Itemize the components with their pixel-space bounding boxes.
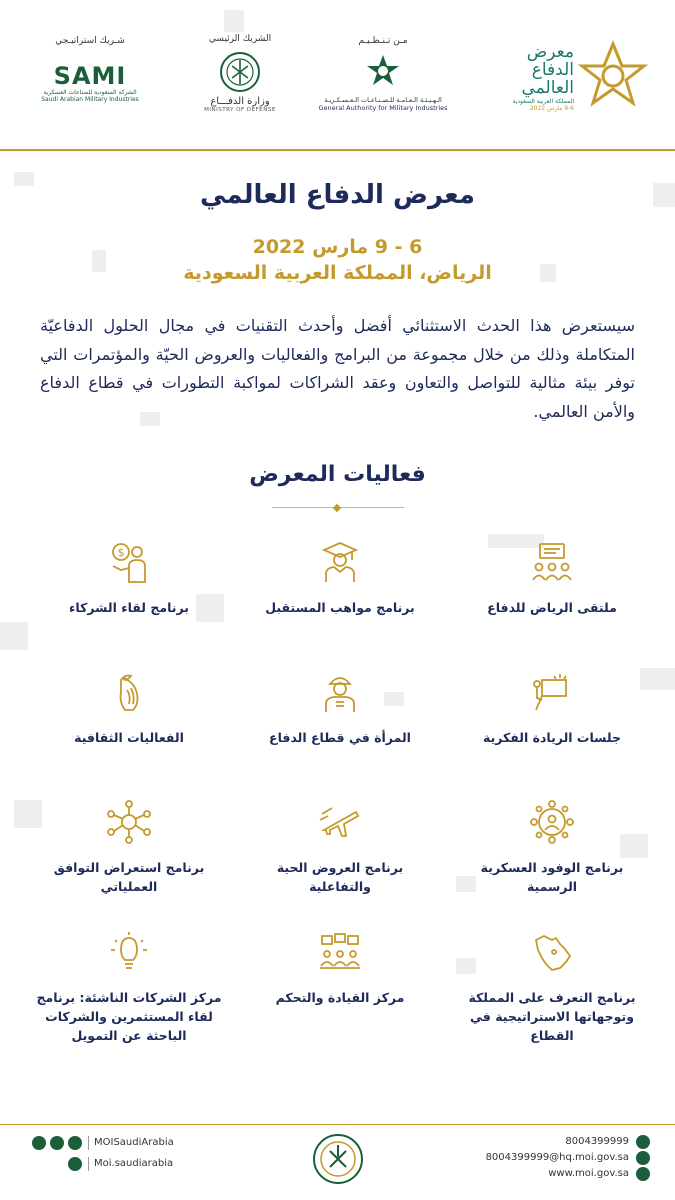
item-kingdom-strategy — [457, 930, 647, 1045]
item-future-talents — [245, 540, 435, 617]
item-label: برنامج مواهب المستقبل — [265, 600, 415, 615]
partner-money-icon — [107, 540, 151, 584]
network-icon — [107, 800, 151, 844]
wds-title-line3: العالمي — [521, 77, 574, 98]
item-label: برنامج التعرف على المملكة وتوجهاتها الاستراتيجية في القطاع — [468, 990, 636, 1043]
strategic-partner-logo — [30, 36, 150, 103]
item-label: برنامج استعراض التوافق العملياتي — [53, 860, 205, 894]
event-date: 6 - 9 مارس 2022 — [252, 236, 423, 258]
ministry-of-defense-logo — [190, 34, 290, 113]
website-url[interactable]: www.moi.gov.sa — [548, 1168, 629, 1179]
snapchat-handle[interactable]: Moi.saudiarabia — [94, 1158, 174, 1169]
instagram-icon[interactable] — [68, 1136, 82, 1150]
mod-name-en: MINISTRY OF DEFENSE — [204, 107, 276, 113]
sami-wordmark: SAMI — [53, 62, 127, 90]
event-location: الرياض، المملكة العربية السعودية — [183, 262, 492, 284]
mod-name-ar: وزارة الدفـــاع — [210, 96, 270, 107]
snapchat-icon[interactable] — [68, 1157, 82, 1171]
gami-emblem-icon — [363, 52, 403, 92]
sami-subtitle-ar: الشركة السعودية للصناعات العسكرية — [43, 89, 137, 96]
item-thought-leadership — [457, 670, 647, 747]
wds-subtitle: المملكة العربية السعودية — [512, 97, 574, 105]
phone-icon — [636, 1135, 650, 1149]
twitter-icon[interactable] — [32, 1136, 46, 1150]
item-label: المرأة في قطاع الدفاع — [269, 730, 411, 745]
separator — [88, 1136, 89, 1150]
decor-square — [0, 622, 28, 650]
strategic-partner-caption: شـريك استراتيـجي — [55, 36, 125, 46]
separator — [88, 1157, 89, 1171]
item-label: ملتقى الرياض للدفاع — [487, 600, 617, 615]
presentation-icon — [530, 670, 574, 714]
item-interoperability — [34, 800, 224, 896]
gami-name-ar: الـهـيـئـة الـعـامـة للـصـنـاعـات الـعـسـكـريـة — [324, 96, 442, 104]
item-partners-meeting — [34, 540, 224, 617]
item-label: الفعاليات الثقافية — [74, 730, 184, 745]
section-rule-diamond — [333, 504, 341, 512]
wds-star-emblem-icon — [578, 40, 648, 110]
email-address[interactable]: 8004399999@hq.moi.gov.sa — [485, 1152, 629, 1163]
falcon-icon — [107, 670, 151, 714]
organizer-caption: مـن تـنـظـيـم — [358, 36, 408, 46]
section-title: فعاليات المعرض — [249, 462, 426, 487]
page-title: معرض الدفاع العالمي — [200, 180, 475, 210]
saudi-map-icon — [530, 930, 574, 974]
jet-icon — [318, 800, 362, 844]
svg-text:$: $ — [117, 546, 125, 559]
wds-title-line1: معرض — [526, 42, 574, 62]
youtube-icon[interactable] — [50, 1136, 64, 1150]
footer-divider — [0, 1124, 675, 1125]
item-label: برنامج العروض الحية والتفاعلية — [276, 860, 404, 894]
gami-name-en: General Authority for Military Industries — [318, 104, 448, 112]
social-handle[interactable]: MOISaudiArabia — [94, 1137, 174, 1148]
item-startups-center — [34, 930, 224, 1045]
command-center-icon — [318, 930, 362, 974]
sami-subtitle-en: Saudi Arabian Military Industries — [41, 95, 139, 103]
startup-bulb-icon — [107, 930, 151, 974]
event-description: سيستعرض هذا الحدث الاستثنائي أفضل وأحدث التقنيات في مجال الحلول الدفاعيّة المتكاملة وذلك من خلال مجموعة من البرامج والفعاليات والعروض الحيّة والمؤتمرات التي توفر بيئة مثالية للتواصل والتعاون وعقد الشراكات لمواكبة التطورات في قطاع الدفاع والأمن العالمي. — [40, 316, 635, 421]
mod-emblem-icon — [218, 50, 262, 94]
item-command-center — [245, 930, 435, 1007]
decor-square — [224, 10, 244, 32]
item-label: برنامج لقاء الشركاء — [69, 600, 189, 615]
item-riyadh-defense-forum — [457, 540, 647, 617]
item-live-shows — [245, 800, 435, 896]
item-label: برنامج الوفود العسكرية الرسمية — [480, 860, 624, 894]
main-partner-caption: الشريك الرئيسي — [208, 34, 272, 44]
item-military-delegations — [457, 800, 647, 896]
item-women-in-defense — [245, 670, 435, 747]
graduate-icon — [318, 540, 362, 584]
globe-icon — [636, 1167, 650, 1181]
network-people-icon — [530, 800, 574, 844]
moi-emblem-icon — [312, 1133, 364, 1185]
header-divider — [0, 149, 675, 151]
item-label: جلسات الريادة الفكرية — [482, 730, 622, 745]
item-label: مركز الشركات الناشئة: برنامج لقاء المستثمرين والشركات الباحثة عن التمويل — [36, 990, 222, 1043]
woman-soldier-icon — [318, 670, 362, 714]
wds-title-line2: الدفاع — [531, 59, 574, 80]
phone-number[interactable]: 8004399999 — [565, 1136, 629, 1147]
wds-date: 9-6 مارس 2022 — [529, 104, 574, 112]
meeting-icon — [530, 540, 574, 584]
item-label: مركز القيادة والتحكم — [275, 990, 405, 1005]
item-cultural-events — [34, 670, 224, 747]
gami-logo — [318, 36, 448, 112]
email-icon — [636, 1151, 650, 1165]
